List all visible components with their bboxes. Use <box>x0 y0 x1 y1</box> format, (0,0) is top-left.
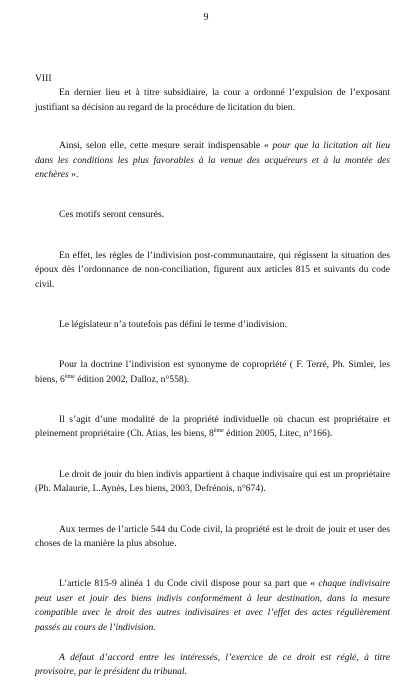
article-quote: chaque indivisaire peut user et jouir des biens indivis conformément à leur destination, dans la mesure compatible avec le droit des autres indivisaires et avec l’effet des actes régulièrement passés au cours de l’indivision. <box>35 578 390 633</box>
paragraph-droit-jouir: Le droit de jouir du bien indivis appartient à chaque indivisaire qui est un propriétaire (Ph. Malaurie, L.Aynès, Les biens, 2003, Defrénois, n°674). <box>35 468 390 495</box>
quote-end: ». <box>68 168 79 180</box>
section-label: VIII <box>35 73 52 84</box>
paragraph-doctrine <box>35 358 390 387</box>
edition-superscript: ème <box>64 373 75 380</box>
paragraph-article-815-9 <box>35 577 390 635</box>
paragraph-article-815-9-continued <box>35 651 390 680</box>
quote-text: pour que la licitation ait lieu dans les conditions les plus favorables à la venue des acquéreurs et à la montée des enchères <box>35 140 390 180</box>
paragraph-propriete-individuelle <box>35 413 390 442</box>
quote-intro: Ainsi, selon elle, cette mesure serait indispensable « <box>59 140 273 152</box>
paragraph-indivision-rules: En effet, les règles de l’indivision post-communautaire, qui régissent la situation des époux dès l’ordonnance de non-conciliation, figurent aux articles 815 et suivants du code civil. <box>35 249 390 290</box>
article-intro: L’article 815-9 alinéa 1 du Code civil dispose pour sa part que « <box>59 578 319 590</box>
page-number: 9 <box>203 12 209 23</box>
doctrine-text-a: Pour la doctrine l’indivision est synonyme de copropriété ( F. Terré, Ph. Simler, les biens, 6 <box>35 359 390 385</box>
propriete-text-b: édition 2005, Litec, n°166). <box>223 428 333 440</box>
document-body <box>35 72 390 680</box>
doctrine-text-b: édition 2002, Dalloz, n°558). <box>74 373 190 385</box>
article-quote-continued: A défaut d’accord entre les intéressés, l’exercice de ce droit est réglé, à titre provisoire, par le président du tribunal. <box>35 651 390 678</box>
paragraph-expulsion: En dernier lieu et à titre subsidiaire, la cour a ordonné l’expulsion de l’exposant justifiant sa décision au regard de la procédure de licitation du bien. <box>35 87 390 113</box>
edition-superscript: ème <box>213 428 224 435</box>
paragraph-censure: Ces motifs seront censurés. <box>59 209 164 221</box>
propriete-text-a: Il s’agit d’une modalité de la propriété individuelle où chacun est propriétaire et pleinement propriétaire (Ch. Atias, les biens, 8 <box>35 414 390 440</box>
paragraph-article-544: Aux termes de l’article 544 du Code civil, la propriété est le droit de jouir et user des choses de la manière la plus absolue. <box>35 523 390 550</box>
paragraph-quote-licitation <box>35 139 390 182</box>
paragraph-legislateur: Le législateur n’a toutefois pas défini le terme d’indivision. <box>59 318 287 330</box>
